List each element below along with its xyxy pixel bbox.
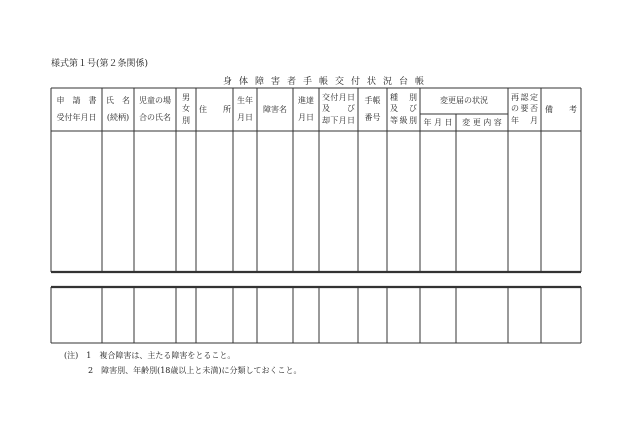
column-header <box>541 88 581 131</box>
column-header-text: 障害名 <box>263 104 287 114</box>
column-header <box>293 88 319 131</box>
document-title: 身体障害者手帳交付状況台帳 <box>222 77 431 87</box>
column-header-text: 受付年月日 <box>56 113 97 123</box>
column-header-text: 合の氏名 <box>139 113 171 123</box>
note-1: (注) 1 複合障害は、主たる障害をとること。 <box>64 351 236 360</box>
sub-column-header-text: 変 更 内 容 <box>462 117 502 127</box>
column-header-text: 男 <box>182 92 190 102</box>
column-header-text: 変更届の状況 <box>440 96 488 105</box>
form-number: 様式第１号(第２条関係) <box>51 59 149 69</box>
column-header <box>134 88 176 131</box>
column-header-text: 及 び <box>322 104 355 114</box>
notes <box>64 348 302 378</box>
column-header-text: 生年 <box>237 95 253 105</box>
sub-column-header <box>420 114 456 131</box>
column-header-text: 年 月 <box>511 116 538 126</box>
column-header-text: 再認定 <box>511 92 538 102</box>
column-header <box>508 88 541 131</box>
column-header-text: 氏 名 <box>106 95 130 105</box>
sub-column-header <box>456 114 508 131</box>
column-header-text: 申 請 書 <box>56 95 97 105</box>
column-header-text: (続柄) <box>106 113 130 123</box>
column-header-text: 備 考 <box>545 104 577 114</box>
column-header-text: 等級別 <box>390 116 417 126</box>
column-header-text: 手帳 <box>364 95 381 105</box>
column-header-text: 住 所 <box>199 104 231 114</box>
column-header <box>420 88 508 114</box>
column-header-text: 別 <box>182 116 190 126</box>
column-header-text: 却下月日 <box>322 116 355 126</box>
column-header <box>196 88 233 131</box>
column-header <box>358 88 387 131</box>
note-2: 2 障害別、年齢別(18歳以上と未満)に分類しておくこと。 <box>64 366 302 375</box>
sub-column-header-text: 年 月 日 <box>423 117 453 127</box>
column-header <box>257 88 293 131</box>
column-header <box>233 88 257 131</box>
column-header <box>319 88 358 131</box>
column-header-text: 種 別 <box>390 92 417 102</box>
column-header-text: 番号 <box>364 113 381 123</box>
column-header-text: 児童の場 <box>139 95 171 105</box>
column-header-text: 及 び <box>390 104 417 114</box>
column-header-text: の要否 <box>511 104 538 114</box>
column-header-text: 女 <box>182 104 190 114</box>
column-header-text: 月日 <box>298 113 314 123</box>
column-header <box>51 88 102 131</box>
column-header-text: 交付月日 <box>322 92 355 102</box>
column-header-text: 進達 <box>298 95 314 105</box>
column-header <box>387 88 420 131</box>
column-header <box>176 88 196 131</box>
column-header <box>102 88 134 131</box>
column-header-text: 月日 <box>237 113 253 123</box>
